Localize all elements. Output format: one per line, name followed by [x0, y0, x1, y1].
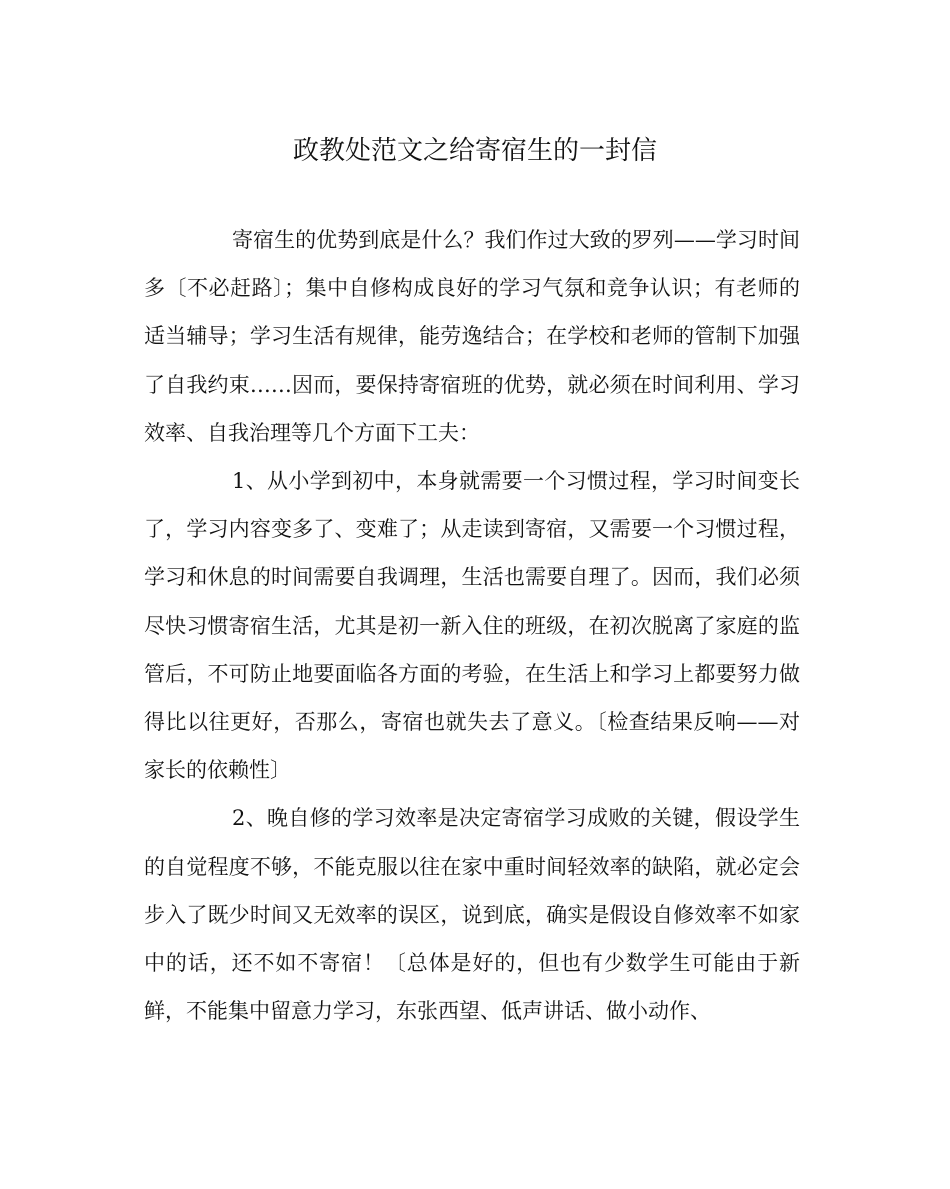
- document-title: 政教处范文之给寄宿生的一封信: [292, 136, 657, 166]
- paragraph-point-2: 2、晚自修的学习效率是决定寄宿学习成败的关键，假设学生的自觉程度不够，不能克服以往在家中重时间轻效率的缺陷，就必定会步入了既少时间又无效率的误区，说到底，确实是假设自修效率不如家中的话，还不如不寄宿！〔总体是好的，但也有少数学生可能由于新鲜，不能集中留意力学习，东张西望、低声讲话、做小动作、: [144, 806, 800, 1024]
- paragraph-point-1: 1、从小学到初中，本身就需要一个习惯过程，学习时间变长了，学习内容变多了、变难了；从走读到寄宿，又需要一个习惯过程，学习和休息的时间需要自我调理，生活也需要自理了。因而，我们必须尽快习惯寄宿生活，尤其是初一新入住的班级，在初次脱离了家庭的监管后，不可防止地要面临各方面的考验，在生活上和学习上都要努力做得比以往更好，否那么，寄宿也就失去了意义。〔检查结果反响——对家长的依赖性〕: [144, 469, 800, 783]
- document-body: [144, 216, 800, 1035]
- paragraph-intro: 寄宿生的优势到底是什么？我们作过大致的罗列——学习时间多〔不必赶路〕；集中自修构成良好的学习气氛和竞争认识；有老师的适当辅导；学习生活有规律，能劳逸结合；在学校和老师的管制下加强了自我约束……因而，要保持寄宿班的优势，就必须在时间利用、学习效率、自我治理等几个方面下工夫：: [144, 228, 800, 445]
